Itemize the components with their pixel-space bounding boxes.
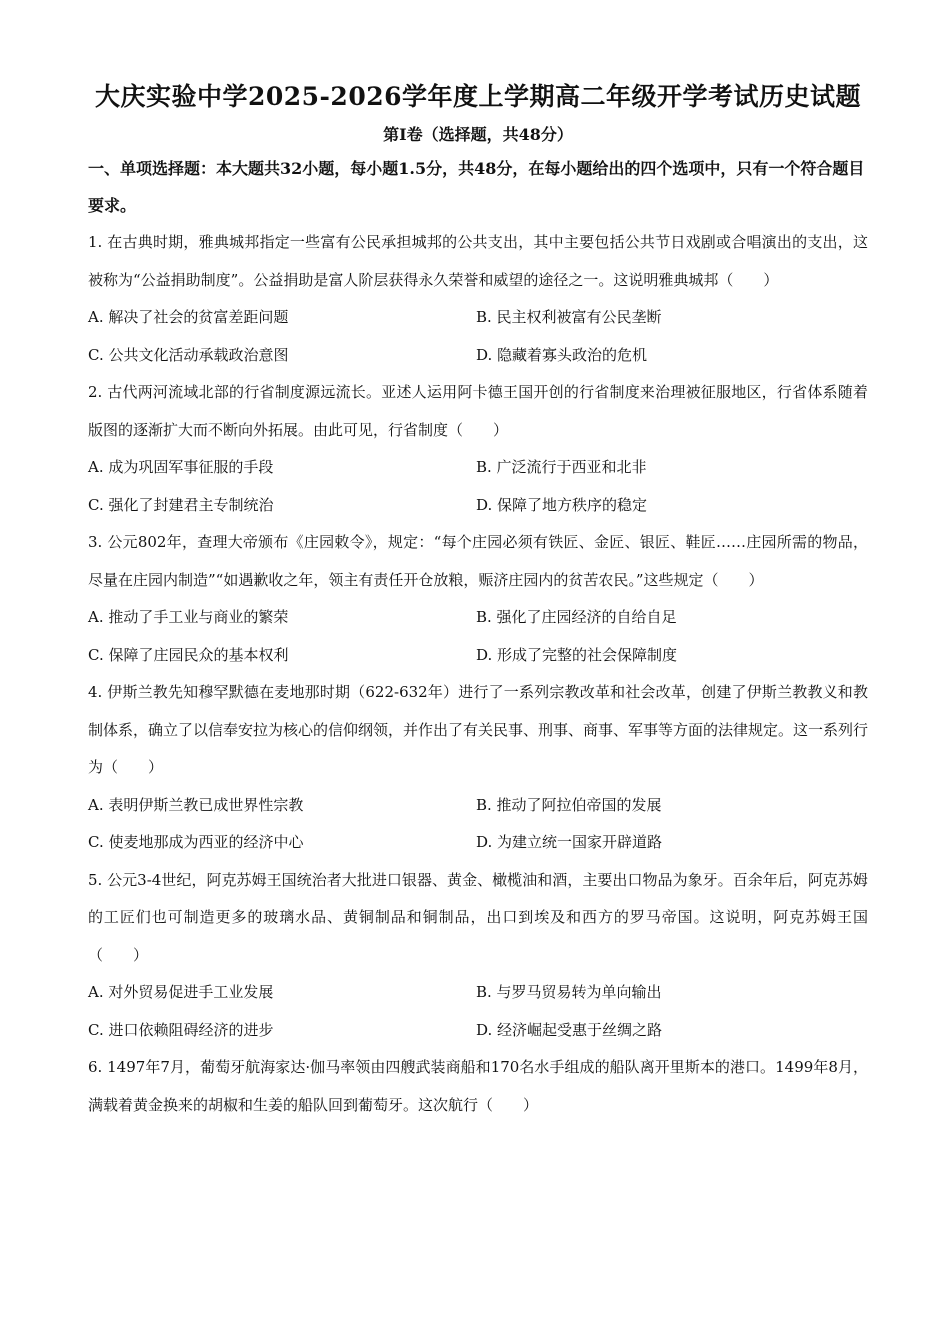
option-c: C. 进口依赖阻碍经济的进步 [88,1020,274,1039]
option-b: B. 推动了阿拉伯帝国的发展 [476,795,662,814]
question-6 [88,1049,868,1124]
option-a: A. 解决了社会的贫富差距问题 [88,308,289,326]
section-instructions: 一、单项选择题：本大题共32小题，每小题1.5分，共48分，在每小题给出的四个选项中，只有一个符合题目要求。 [88,159,865,215]
option-a: A. 推动了手工业与商业的繁荣 [88,608,289,626]
answer-options [88,599,868,674]
answer-options [88,449,868,524]
option-d: D. 保障了地方秩序的稳定 [476,495,648,514]
option-b: B. 广泛流行于西亚和北非 [476,458,647,476]
option-d: D. 经济崛起受惠于丝绸之路 [476,1020,663,1039]
question-stem: 2. 古代两河流域北部的行省制度源远流长。亚述人运用阿卡德王国开创的行省制度来治理被征服地区，行省体系随着版图的逐渐扩大而不断向外拓展。由此可见，行省制度（ ） [88,383,868,439]
option-b: B. 与罗马贸易转为单向输出 [476,983,662,1001]
option-a: A. 成为巩固军事征服的手段 [88,458,274,476]
question-stem: 3. 公元802年，查理大帝颁布《庄园敕令》，规定：“每个庄园必须有铁匠、金匠、银匠、鞋匠……庄园所需的物品，尽量在庄园内制造”“如遇歉收之年，领主有责任开仓放粮，赈济庄园内的贫苦农民。”这些规定（ ） [88,533,868,589]
option-c: C. 强化了封建君主专制统治 [88,495,274,514]
question-3 [88,524,868,674]
exam-page [88,78,868,1124]
question-2 [88,374,868,524]
question-stem: 1. 在古典时期，雅典城邦指定一些富有公民承担城邦的公共支出，其中主要包括公共节日戏剧或合唱演出的支出，这被称为“公益捐助制度”。公益捐助是富人阶层获得永久荣誉和威望的途径之一。这说明雅典城邦（ ） [88,233,868,289]
part-heading: 第Ⅰ卷（选择题，共48分） [383,125,573,144]
option-d: D. 隐藏着寡头政治的危机 [476,345,648,364]
question-stem: 4. 伊斯兰教先知穆罕默德在麦地那时期（622-632年）进行了一系列宗教改革和社会改革，创建了伊斯兰教教义和教制体系，确立了以信奉安拉为核心的信仰纲领，并作出了有关民事、刑事、商事、军事等方面的法律规定。这一系列行为（ ） [88,683,869,776]
question-1 [88,224,868,374]
question-4 [88,674,868,862]
option-a: A. 对外贸易促进手工业发展 [88,983,274,1001]
question-5 [88,862,868,1050]
option-d: D. 为建立统一国家开辟道路 [476,833,663,851]
option-c: C. 使麦地那成为西亚的经济中心 [88,833,304,851]
answer-options [88,299,868,374]
answer-options [88,787,868,862]
question-stem: 5. 公元3-4世纪，阿克苏姆王国统治者大批进口银器、黄金、橄榄油和酒，主要出口物品为象牙。百余年后，阿克苏姆的工匠们也可制造更多的玻璃水品、黄铜制品和铜制品，出口到埃及和西方的罗马帝国。这说明，阿克苏姆王国（ ） [88,870,868,964]
exam-title: 大庆实验中学2025-2026学年度上学期高二年级开学考试历史试题 [94,82,862,111]
option-b: B. 强化了庄园经济的自给自足 [476,608,677,626]
option-c: C. 公共文化活动承载政治意图 [88,345,289,364]
answer-options [88,974,868,1049]
option-a: A. 表明伊斯兰教已成世界性宗教 [88,795,304,814]
option-b: B. 民主权利被富有公民垄断 [476,308,662,326]
option-c: C. 保障了庄园民众的基本权利 [88,645,289,664]
question-stem: 6. 1497年7月，葡萄牙航海家达·伽马率领由四艘武装商船和170名水手组成的船队离开里斯本的港口。1499年8月，满载着黄金换来的胡椒和生姜的船队回到葡萄牙。这次航行（ ） [88,1058,868,1114]
option-d: D. 形成了完整的社会保障制度 [476,645,678,664]
